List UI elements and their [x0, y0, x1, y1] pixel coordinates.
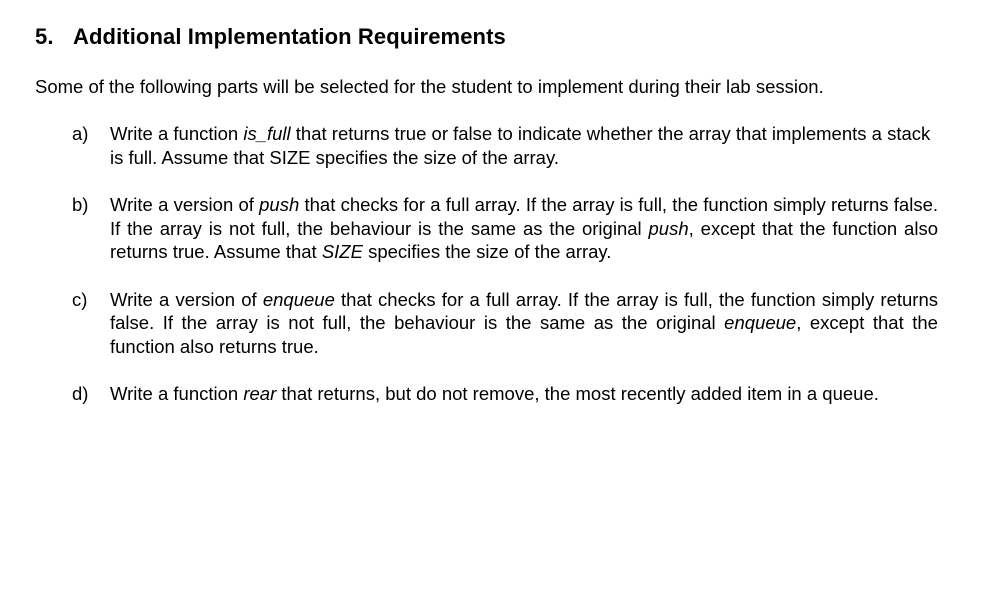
section-heading — [35, 24, 506, 50]
code-term-push: push — [259, 194, 300, 215]
list-item-b — [72, 193, 938, 264]
code-term-enqueue: enqueue — [262, 288, 335, 310]
list-marker: b) — [72, 194, 89, 215]
requirements-list — [72, 122, 938, 406]
code-term-push: push — [648, 217, 689, 239]
list-item-text: Write a function is_full that returns true or false to indicate whether the array that implements a stack is full. Assume that SIZE specifies the size of the array. — [110, 123, 931, 168]
list-item-text: Write a version of push that checks for a full array. If the array is full, the function simply returns false. If the array is not full, the behaviour is the same as the original push, except that the function also returns true. Assume that SIZE specifies the size of the array. — [110, 194, 938, 262]
list-item-d — [72, 382, 938, 406]
section-number: 5. — [35, 24, 54, 49]
list-marker: d) — [72, 383, 89, 404]
list-marker: a) — [72, 123, 89, 144]
code-term-size: SIZE — [321, 241, 363, 262]
section-title: Additional Implementation Requirements — [73, 24, 506, 49]
list-item-a — [72, 122, 938, 169]
intro-paragraph: Some of the following parts will be selected for the student to implement during their lab session. — [35, 76, 824, 97]
code-term-rear: rear — [243, 383, 277, 404]
code-term-is-full: is_full — [243, 123, 291, 144]
list-item-text: Write a version of enqueue that checks for a full array. If the array is full, the function simply returns false. If the array is not full, the behaviour is the same as the original enqueue, except that the function also returns true. — [110, 288, 938, 357]
code-term-enqueue: enqueue — [724, 312, 797, 333]
list-item-text: Write a function rear that returns, but do not remove, the most recently added item in a queue. — [110, 383, 879, 404]
list-item-c — [72, 288, 938, 359]
list-marker: c) — [72, 288, 88, 310]
